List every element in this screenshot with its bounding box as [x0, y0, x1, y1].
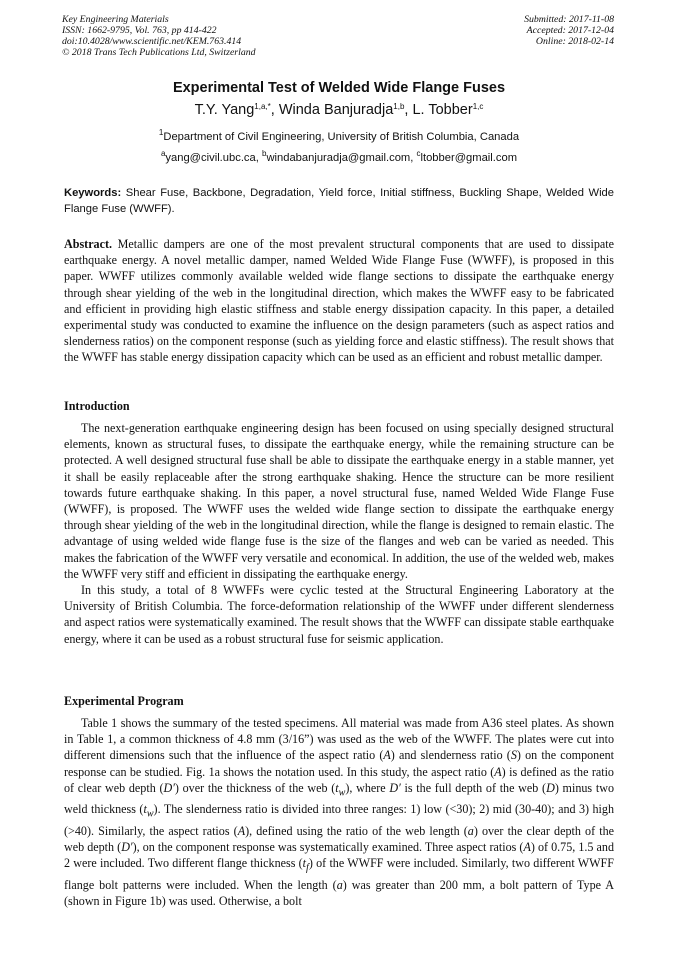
publication-dates: [524, 14, 614, 47]
email-address: yang@civil.ubc.ca: [165, 152, 256, 164]
math-symbol: D′: [163, 780, 175, 795]
journal-name: Key Engineering Materials: [62, 14, 169, 25]
math-symbol: D′: [121, 840, 133, 855]
author-superscript: 1,c: [472, 102, 484, 111]
email-superscript: a: [160, 149, 166, 158]
text-segment: ) minus two weld thickness (: [64, 780, 614, 817]
text-segment: ) of the WWFF were included. Similarly, two different WWFF flange bolt patterns were included. When the length (: [64, 856, 614, 893]
math-subscript: w: [146, 808, 154, 820]
math-symbol: a: [467, 824, 474, 839]
paragraph: In this study, a total of 8 WWFFs were cyclic tested at the Structural Engineering Laboratory at the University of British Columbia. The force-deformation relationship of the WWFF under different slenderness and aspect ratios were systematically examined. The result shows that the WWFF can dissipate stable earthquake energy, where it can be used as a robust structural fuse for seismic application.: [64, 583, 614, 646]
introduction-heading: Introduction: [64, 399, 130, 413]
math-subscript: w: [338, 787, 346, 799]
email-address: windabanjuradja@gmail.com: [266, 152, 411, 164]
introduction-body: [64, 420, 614, 647]
submitted-date: Submitted: 2017-11-08: [524, 14, 614, 25]
text-segment: ), on the component response was systematically examined. Three aspect ratios (: [132, 840, 524, 855]
author-emails: $^a$yang@civil.ubc.ca, $^b$windabanjuradja@gmail.com, $^c$ltobber@gmail.com: [160, 149, 518, 164]
keywords: [64, 186, 614, 217]
affiliation-text: Department of Civil Engineering, University of British Columbia, Canada: [163, 131, 520, 143]
text-segment: ) was greater than 200 mm, a bolt pattern of Type A (shown in Figure 1b) was used. Otherwise, a bolt: [64, 878, 614, 909]
math-symbol: A: [523, 840, 531, 855]
author-name: T.Y. Yang: [194, 102, 255, 118]
email-address: ltobber@gmail.com: [420, 152, 518, 164]
math-symbol: a: [336, 878, 343, 893]
accepted-date: Accepted: 2017-12-04: [526, 25, 614, 36]
math-symbol: t: [302, 856, 307, 871]
text-segment: is the full depth of the web (: [400, 780, 547, 795]
paper-title: Experimental Test of Welded Wide Flange Fuses: [172, 80, 506, 96]
paragraph: The next-generation earthquake engineering design has been focused on using specially designed structural elements, known as structural fuses, to dissipate the earthquake energy, while the remaining structure can be protected. A well designed structural fuse shall be able to dissipate the earthquake energy in a stable manner, yet it shall be easily replaceable after the strong earthquake shaking. Hence the structure can be more resilient towards future earthquake shaking. In this paper, a novel structural fuse, named Welded Wide Flange Fuse (WWFF), is proposed. The WWFF uses the welded wide flange section to dissipate the earthquake energy through shear yielding of the web in the longitudinal direction, while the flange is designed to remain elastic. The advantage of using welded wide flange fuse is the size of the flanges and web can be varied as needed. This makes the fabrication of the WWFF very versatile and economical. In addition, the use of the welded web, makes the WWFF very stiff and efficient in dissipating the earthquake energy.: [64, 421, 614, 581]
author-superscript: 1,b: [393, 102, 405, 111]
online-date: Online: 2018-02-14: [535, 36, 614, 47]
abstract: [64, 236, 614, 366]
issn-line: ISSN: 1662-9795, Vol. 763, pp 414-422: [62, 25, 217, 36]
journal-info: [62, 14, 256, 58]
email-superscript: c: [416, 149, 421, 158]
math-symbol: D′: [389, 780, 401, 795]
text-segment: ) of 0.75, 1.5 and 2 were included. Two different flange thickness (: [64, 840, 614, 871]
keywords-label: Keywords:: [64, 187, 122, 199]
experimental-program-body: [64, 715, 614, 909]
text-segment: ) is defined as the ratio of clear web depth (: [64, 764, 614, 795]
author-name: L. Tobber: [412, 102, 473, 118]
math-symbol: t: [335, 780, 339, 795]
text-segment: ) over the thickness of the web (: [174, 780, 336, 795]
abstract-label: Abstract.: [64, 237, 113, 251]
math-subscript: f: [306, 862, 309, 874]
math-symbol: t: [143, 802, 147, 817]
experimental-program-heading: Experimental Program: [64, 694, 184, 708]
abstract-text: Metallic dampers are one of the most prevalent structural components that are used to dissipate earthquake energy. A novel metallic damper, named Welded Wide Flange Fuse (WWFF), is proposed in this paper. WWFF utilizes commonly available welded wide flange sections to dissipate the earthquake energy through shear yielding of the web in the longitudinal direction, which makes the WWFF easy to be fabricated and efficient in providing high elastic stiffness and stable energy dissipation capacity. In this paper, a detailed experimental study was conducted to examine the influence on the design parameters (such as aspect ratios and slenderness ratios) on the component response (such as yielding force and elastic stiffness). The result shows that the WWFF has stable energy dissipation capacity which can be used as an efficient and robust metallic damper.: [64, 237, 614, 365]
text-segment: ), where: [345, 780, 390, 795]
text-segment: ) and slenderness ratio (: [390, 748, 511, 763]
affiliation: [0, 128, 678, 143]
author-name: Winda Banjuradja: [278, 102, 394, 118]
math-symbol: S: [510, 748, 517, 763]
math-symbol: D: [546, 780, 555, 795]
author-list: T.Y. Yang$^{1,a,*}$, Winda Banjuradja$^{1,b}$, L. Tobber$^{1,c}$: [194, 102, 484, 118]
affiliation-superscript: 1: [158, 128, 164, 137]
text-segment: ) on the component response can be studied. Fig. 1a shows the notation used. In this study, the aspect ratio (: [64, 748, 614, 779]
paragraph: [64, 715, 614, 909]
copyright-line: © 2018 Trans Tech Publications Ltd, Switzerland: [62, 47, 256, 58]
math-symbol: A: [494, 764, 502, 779]
author-superscript: 1,a,*: [254, 102, 271, 111]
text-segment: ), defined using the ratio of the web length (: [245, 824, 468, 839]
doi-line: doi:10.4028/www.scientific.net/KEM.763.414: [62, 36, 242, 47]
math-symbol: A: [383, 748, 391, 763]
text-segment: ). The slenderness ratio is divided into three ranges: 1) low (<30); 2) mid (30-40); and 3) high (>40). Similarly, the aspect ratios (: [64, 802, 614, 839]
text-segment: ) over the clear depth of the web depth (: [64, 824, 614, 855]
text-segment: Table 1 shows the summary of the tested specimens. All material was made from A36 steel plates. As shown in Table 1, a common thickness of 4.8 mm (3/16”) was used as the web of the WWFF. The plates were cut into different dimensions such that the influence of the aspect ratio (: [64, 716, 614, 763]
math-symbol: A: [237, 824, 246, 839]
email-superscript: b: [261, 149, 267, 158]
keywords-text: Shear Fuse, Backbone, Degradation, Yield force, Initial stiffness, Buckling Shape, Welded Wide Flange Fuse (WWFF).: [64, 187, 615, 215]
